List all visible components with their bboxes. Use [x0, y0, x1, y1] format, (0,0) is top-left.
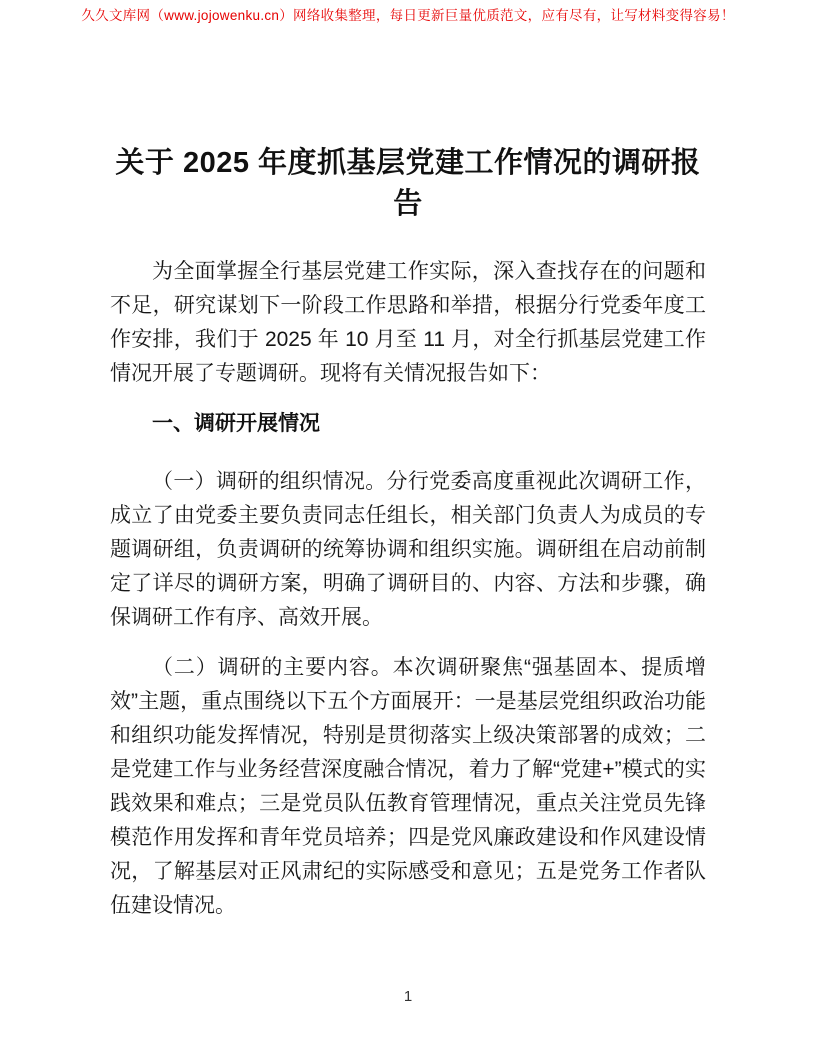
document-content [110, 0, 706, 939]
watermark-header: 久久文库网（www.jojowenku.cn）网络收集整理，每日更新巨量优质范文，应有尽有，让写材料变得容易！ [81, 8, 735, 23]
paragraph-survey-organization: （一）调研的组织情况。分行党委高度重视此次调研工作，成立了由党委主要负责同志任组长，相关部门负责人为成员的专题调研组，负责调研的统筹协调和组织实施。调研组在启动前制定了详尽的调研方案，明确了调研目的、内容、方法和步骤，确保调研工作有序、高效开展。 [110, 470, 706, 629]
page-number: 1 [403, 988, 413, 1005]
document-title: 关于 2025 年度抓基层党建工作情况的调研报告 [115, 147, 701, 220]
section-heading-survey-overview: 一、调研开展情况 [152, 412, 320, 435]
paragraph-survey-main-content: （二）调研的主要内容。本次调研聚焦“强基固本、提质增效”主题，重点围绕以下五个方面展开：一是基层党组织政治功能和组织功能发挥情况，特别是贯彻落实上级决策部署的成效；二是党建工作与业务经营深度融合情况，着力了解“党建+”模式的实践效果和难点；三是党员队伍教育管理情况，重点关注党员先锋模范作用发挥和青年党员培养；四是党风廉政建设和作风建设情况，了解基层对正风肃纪的实际感受和意见；五是党务工作者队伍建设情况。 [110, 656, 706, 917]
paragraph-intro: 为全面掌握全行基层党建工作实际，深入查找存在的问题和不足，研究谋划下一阶段工作思路和举措，根据分行党委年度工作安排，我们于 2025 年 10 月至 11 月，对全行抓基层党建工作情况开展了专题调研。现将有关情况报告如下： [110, 260, 706, 385]
